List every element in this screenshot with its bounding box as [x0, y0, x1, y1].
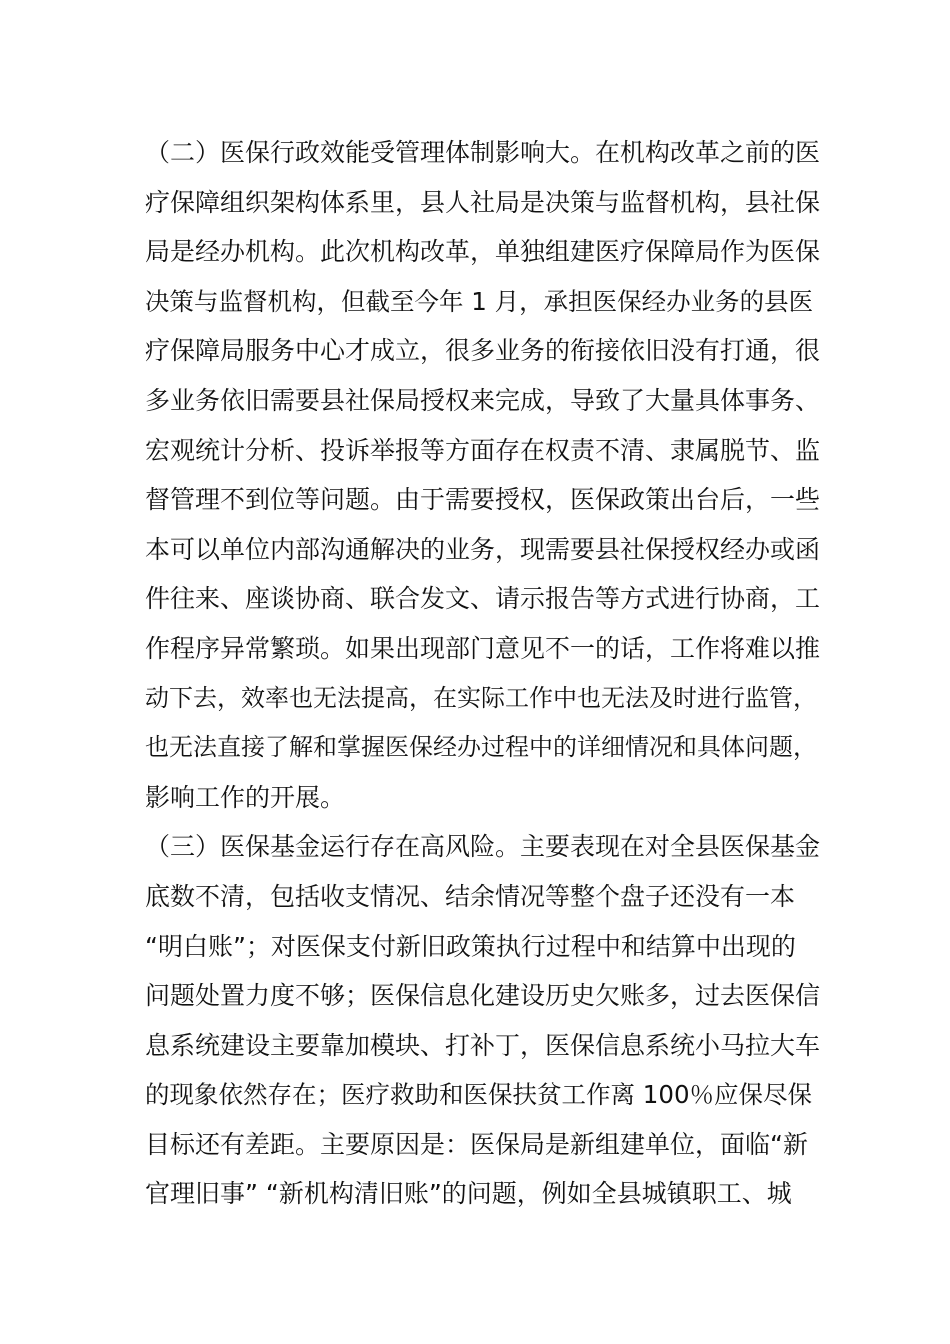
text-line: 的现象依然存在；医疗救助和医保扶贫工作离 100％应保尽保 [145, 1080, 813, 1110]
text-line: 息系统建设主要靠加模块、打补丁，医保信息系统小马拉大车 [145, 1030, 821, 1060]
text-line: 疗保障局服务中心才成立，很多业务的衔接依旧没有打通，很 [145, 336, 821, 366]
text-line: 底数不清，包括收支情况、结余情况等整个盘子还没有一本 [145, 881, 796, 911]
text-line: 作程序异常繁琐。如果出现部门意见不一的话，工作将难以推 [145, 633, 821, 663]
text-line: 影响工作的开展。 [145, 782, 346, 812]
text-line: 督管理不到位等问题。由于需要授权，医保政策出台后，一些 [145, 485, 821, 515]
text-line: 动下去，效率也无法提高，在实际工作中也无法及时进行监管， [145, 683, 817, 712]
body-text [145, 128, 825, 1219]
text-line: 疗保障组织架构体系里，县人社局是决策与监督机构，县社保 [145, 187, 821, 217]
text-line: （二）医保行政效能受管理体制影响大。在机构改革之前的医 [145, 138, 821, 167]
text-line: 局是经办机构。此次机构改革，单独组建医疗保障局作为医保 [145, 237, 821, 267]
text-line: 决策与监督机构，但截至今年 1 月，承担医保经办业务的县医 [145, 286, 814, 316]
text-line: 本可以单位内部沟通解决的业务，现需要县社保授权经办或函 [145, 534, 821, 564]
text-line: “明白账”；对医保支付新旧政策执行过程中和结算中出现的 [145, 931, 796, 961]
text-line: （三）医保基金运行存在高风险。主要表现在对全县医保基金 [145, 832, 821, 862]
text-line: 官理旧事” “新机构清旧账”的问题，例如全县城镇职工、城 [145, 1179, 792, 1209]
text-line: 也无法直接了解和掌握医保经办过程中的详细情况和具体问题， [145, 733, 817, 762]
text-line: 多业务依旧需要县社保局授权来完成，导致了大量具体事务、 [145, 385, 821, 415]
text-line: 目标还有差距。主要原因是：医保局是新组建单位，面临“新 [145, 1129, 808, 1159]
text-line: 宏观统计分析、投诉举报等方面存在权责不清、隶属脱节、监 [145, 435, 821, 465]
text-line: 件往来、座谈协商、联合发文、请示报告等方式进行协商，工 [145, 584, 821, 614]
text-line: 问题处置力度不够；医保信息化建设历史欠账多，过去医保信 [145, 981, 821, 1011]
